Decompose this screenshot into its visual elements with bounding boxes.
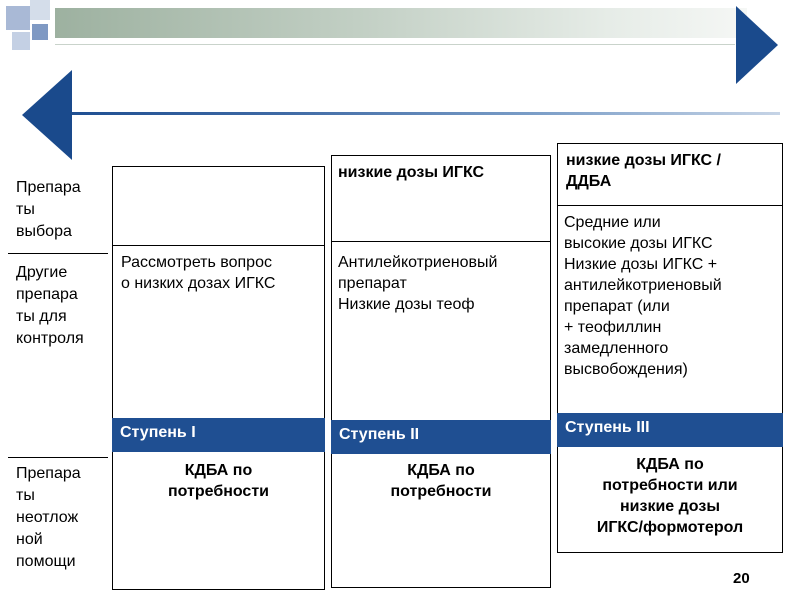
page-number: 20 [733,570,750,587]
arrow-shaft [70,112,780,115]
step3-emergency-drugs: КДБА по потребности или низкие дозы ИГКС/формотерол [596,456,744,536]
label-choice-drugs: Препара ты выбора [16,179,81,240]
step2-label: Ступень II [331,420,551,454]
step3-other-drugs: Средние или высокие дозы ИГКС Низкие дозы ИГКС + антилейкотриеновый препарат (или + теофиллин замедленного высвобождения) [564,214,722,378]
label-emergency-drugs: Препара ты неотлож ной помощи [16,465,81,570]
arrow-left-icon [20,68,74,162]
step2-emergency-drugs: КДБА по потребности [390,462,492,500]
label-divider [8,253,108,254]
label-other-control-drugs: Другие препара ты для контроля [16,264,84,347]
step3-divider [557,205,783,206]
header-bar [55,8,747,38]
step3-choice-drugs: низкие дозы ИГКС / ДДБА [566,152,721,190]
step3-label: Ступень III [557,413,783,447]
step1-emergency-drugs: КДБА по потребности [167,462,269,500]
step2-divider [331,241,551,242]
step2-choice-drugs: низкие дозы ИГКС [338,164,485,181]
step1-label: Ступень I [112,418,325,452]
label-divider [8,457,108,458]
step2-column [331,155,551,588]
step2-other-drugs: Антилейкотриеновый препарат Низкие дозы теоф [338,254,498,313]
step1-column [112,166,325,590]
arrow-right-icon [734,4,780,86]
step1-other-drugs: Рассмотреть вопрос о низких дозах ИГКС [121,254,276,292]
step1-divider [112,245,325,246]
header-divider [55,44,735,45]
